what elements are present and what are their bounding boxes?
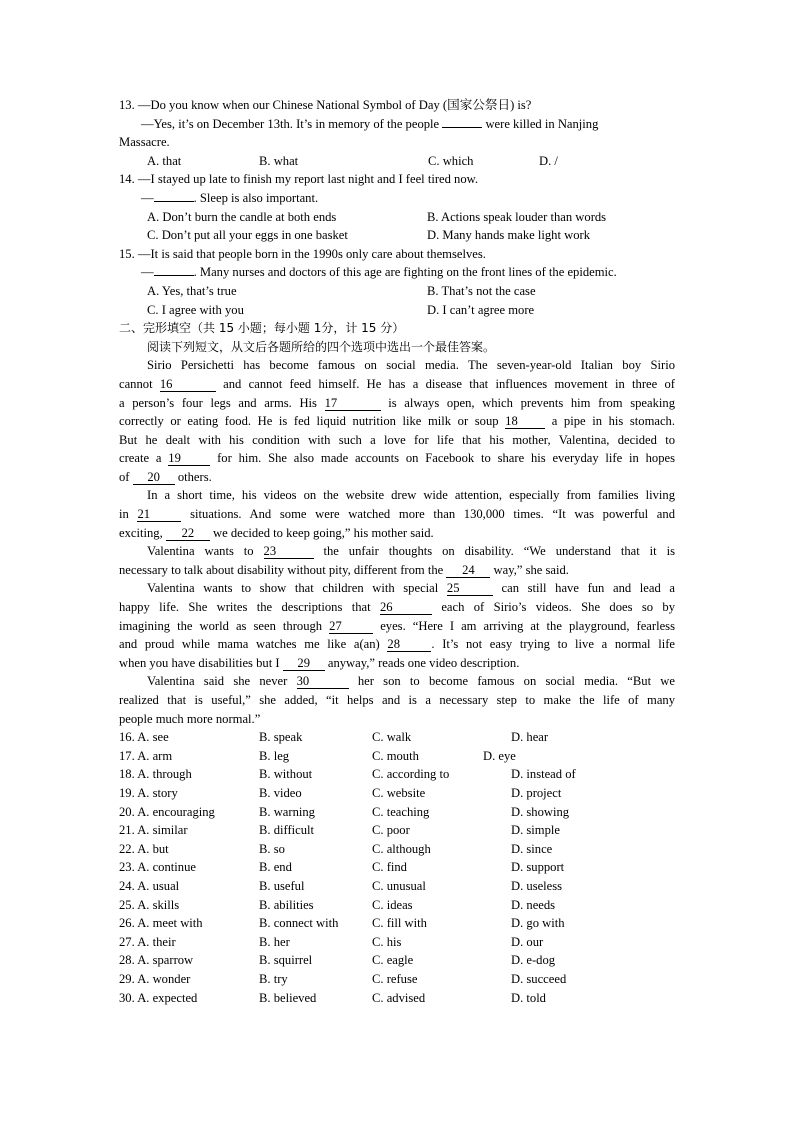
- question-15-line2: [119, 263, 675, 282]
- passage-line: [119, 394, 675, 413]
- question-14-options-row1: [119, 208, 675, 227]
- option-a[interactable]: 20. A. encouraging: [119, 804, 215, 819]
- option-c[interactable]: C. fill with: [372, 916, 427, 931]
- option-a[interactable]: A. Yes, that’s true: [147, 283, 237, 298]
- passage-line: [119, 486, 675, 505]
- passage-text: of: [119, 469, 130, 484]
- option-d[interactable]: D. Many hands make light work: [427, 228, 590, 243]
- option-c[interactable]: C. teaching: [372, 804, 430, 819]
- passage-text: her son to become famous on social media. “But we: [357, 674, 675, 689]
- passage-text: when you have disabilities but I: [119, 655, 280, 670]
- blank-24[interactable]: 24: [446, 563, 490, 578]
- option-c[interactable]: C. eagle: [372, 953, 414, 968]
- answer-row-28: [119, 951, 675, 970]
- option-c[interactable]: C. poor: [372, 823, 410, 838]
- option-b[interactable]: B. end: [259, 860, 292, 875]
- blank-21[interactable]: 21: [137, 507, 181, 522]
- question-text: 15. —It is said that people born in the 1990s only care about themselves.: [119, 246, 486, 261]
- option-a[interactable]: 16. A. see: [119, 730, 169, 745]
- option-c[interactable]: C. website: [372, 785, 426, 800]
- option-b[interactable]: B. speak: [259, 730, 303, 745]
- passage-line: [119, 635, 675, 654]
- question-13-options: [119, 152, 675, 171]
- option-a[interactable]: 27. A. their: [119, 934, 176, 949]
- option-b[interactable]: B. believed: [259, 990, 317, 1005]
- passage-text: for him. She also made accounts on Facebook to share his everyday life in hopes: [217, 451, 675, 466]
- blank-26[interactable]: 26: [380, 600, 432, 615]
- passage-line: [119, 598, 675, 617]
- passage-line: [119, 449, 675, 468]
- option-a[interactable]: 22. A. but: [119, 841, 169, 856]
- option-b[interactable]: B. video: [259, 785, 302, 800]
- passage-text: the unfair thoughts on disability. “We understand that it is: [323, 544, 676, 559]
- question-14-stem: [119, 170, 675, 189]
- exam-page: [119, 96, 675, 1007]
- question-13-line2: [119, 115, 675, 134]
- option-b[interactable]: B. leg: [259, 748, 290, 763]
- option-b[interactable]: B. connect with: [259, 916, 339, 931]
- passage-text: . It’s not easy trying to live a normal life: [431, 637, 675, 652]
- blank-25[interactable]: 25: [447, 581, 493, 596]
- instruction-text: 阅读下列短文，从文后各题所给的四个选项中选出一个最佳答案。: [147, 339, 496, 354]
- answer-row-26: [119, 914, 675, 933]
- passage-line: [119, 672, 675, 691]
- blank-17[interactable]: 17: [325, 396, 381, 411]
- passage-text: eyes. “Here I am arriving at the playground, fearless: [380, 618, 675, 633]
- option-b[interactable]: B. Actions speak louder than words: [427, 209, 607, 224]
- passage-text: exciting,: [119, 525, 163, 540]
- passage-line: [119, 375, 675, 394]
- answer-row-17: [119, 747, 675, 766]
- option-b[interactable]: B. try: [259, 971, 288, 986]
- option-d[interactable]: D. go with: [511, 916, 565, 931]
- passage-text: and cannot feed himself. He has a disease that influences movement in three of: [223, 376, 675, 391]
- passage-text: realized that is useful,” she added, “it helps and is a necessary step to make the life of many: [119, 693, 675, 707]
- option-a[interactable]: 26. A. meet with: [119, 916, 203, 931]
- answer-row-30: [119, 989, 675, 1008]
- option-b[interactable]: B. without: [259, 767, 313, 782]
- option-d[interactable]: D. eye: [483, 748, 516, 763]
- passage-line: [119, 654, 675, 673]
- passage-text: is always open, which prevents him from speaking: [388, 395, 675, 410]
- passage-text: But he dealt with his condition with such a love for life that his mother, Valentina, decided to: [119, 432, 675, 447]
- passage-text: can still have fun and lead a: [501, 581, 675, 596]
- passage-text: In a short time, his videos on the website drew wide attention, especially from families living: [147, 488, 675, 503]
- answer-row-24: [119, 877, 675, 896]
- option-c[interactable]: C. although: [372, 841, 431, 856]
- passage-line: [119, 431, 675, 450]
- question-15-options-row1: [119, 282, 675, 301]
- passage-line: [119, 412, 675, 431]
- answer-row-19: [119, 784, 675, 803]
- question-13-line3: [119, 133, 675, 152]
- option-d[interactable]: D. hear: [511, 730, 549, 745]
- passage-text: create a: [119, 451, 162, 466]
- passage-text: each of Sirio’s videos. She does so by: [441, 600, 675, 615]
- passage-text: in: [119, 507, 129, 522]
- option-b[interactable]: B. useful: [259, 878, 305, 893]
- answer-row-21: [119, 821, 675, 840]
- option-c[interactable]: C. Don’t put all your eggs in one basket: [147, 228, 348, 243]
- section-instruction: [119, 338, 675, 357]
- answer-options: [119, 728, 675, 1007]
- option-d[interactable]: D. support: [511, 860, 565, 875]
- blank-27[interactable]: 27: [329, 619, 373, 634]
- question-15-stem: [119, 245, 675, 264]
- blank-29[interactable]: 29: [283, 656, 325, 671]
- question-text: . Many nurses and doctors of this age are fighting on the front lines of the epidemic.: [193, 265, 617, 280]
- question-15-options-row2: [119, 301, 675, 320]
- answer-row-23: [119, 858, 675, 877]
- passage-line: [119, 505, 675, 524]
- answer-row-29: [119, 970, 675, 989]
- passage-line: [119, 710, 675, 729]
- option-d[interactable]: D. /: [539, 153, 558, 168]
- option-d[interactable]: D. e-dog: [511, 953, 556, 968]
- option-c[interactable]: C. his: [372, 934, 402, 949]
- answer-blank[interactable]: [154, 275, 194, 276]
- option-d[interactable]: D. simple: [511, 823, 560, 838]
- passage-text: correctly or eating food. He is fed liquid nutrition like milk or soup: [119, 414, 499, 429]
- option-c[interactable]: C. walk: [372, 730, 412, 745]
- question-text: Massacre.: [119, 135, 170, 150]
- blank-20[interactable]: 20: [133, 470, 175, 485]
- question-text: were killed in Nanjing: [485, 116, 599, 131]
- passage-text: happy life. She writes the descriptions that: [119, 600, 371, 615]
- passage-text: way,” she said.: [493, 562, 569, 577]
- option-a[interactable]: A. Don’t burn the candle at both ends: [147, 209, 337, 224]
- option-d[interactable]: D. our: [511, 934, 544, 949]
- blank-19[interactable]: 19: [168, 451, 210, 466]
- option-d[interactable]: D. since: [511, 841, 553, 856]
- passage-text: people much more normal.”: [119, 711, 261, 726]
- passage-text: others.: [177, 469, 212, 484]
- blank-18[interactable]: 18: [505, 414, 545, 429]
- passage-line: [119, 617, 675, 636]
- option-c[interactable]: C. unusual: [372, 878, 426, 893]
- passage-line: [119, 542, 675, 561]
- question-13-stem: [119, 96, 675, 115]
- option-a[interactable]: 23. A. continue: [119, 860, 196, 875]
- passage-line: [119, 524, 675, 543]
- blank-16[interactable]: 16: [160, 377, 216, 392]
- blank-23[interactable]: 23: [264, 544, 314, 559]
- option-d[interactable]: D. needs: [511, 897, 556, 912]
- passage-text: Valentina wants to: [147, 544, 254, 559]
- option-d[interactable]: D. project: [511, 785, 562, 800]
- option-b[interactable]: B. abilities: [259, 897, 314, 912]
- blank-30[interactable]: 30: [297, 674, 349, 689]
- option-c[interactable]: C. which: [428, 153, 474, 168]
- answer-row-20: [119, 803, 675, 822]
- option-c[interactable]: C. mouth: [372, 748, 419, 763]
- option-a[interactable]: 18. A. through: [119, 767, 192, 782]
- answer-blank[interactable]: [154, 201, 194, 202]
- answer-row-22: [119, 840, 675, 859]
- passage-text: anyway,” reads one video description.: [327, 655, 520, 670]
- option-b[interactable]: B. squirrel: [259, 953, 313, 968]
- question-text: —: [141, 190, 154, 205]
- passage-line: [119, 579, 675, 598]
- section-heading: [119, 319, 675, 338]
- option-a[interactable]: 21. A. similar: [119, 823, 188, 838]
- passage-text: Valentina wants to show that children with special: [147, 581, 439, 596]
- option-d[interactable]: D. instead of: [511, 767, 576, 782]
- question-14-options-row2: [119, 226, 675, 245]
- passage-text: cannot: [119, 376, 153, 391]
- passage-text: we decided to keep going,” his mother said.: [213, 525, 434, 540]
- option-a[interactable]: A. that: [147, 153, 182, 168]
- blank-28[interactable]: 28: [387, 637, 431, 652]
- passage-text: situations. And some were watched more than 130,000 times. “It was powerful and: [190, 507, 675, 522]
- passage-text: Valentina said she never: [147, 674, 288, 689]
- option-a[interactable]: 28. A. sparrow: [119, 953, 194, 968]
- option-a[interactable]: 19. A. story: [119, 785, 178, 800]
- option-b[interactable]: B. That’s not the case: [427, 283, 536, 298]
- option-a[interactable]: 24. A. usual: [119, 878, 180, 893]
- question-text: —Yes, it’s on December 13th. It’s in memory of the people: [141, 116, 440, 131]
- section-title: 二、完形填空（共 15 小题；每小题 1分，计 15 分）: [119, 321, 405, 336]
- passage-text: Sirio Persichetti has become famous on social media. The seven-year-old Italian boy Sirio: [147, 358, 675, 373]
- question-text: —: [141, 265, 154, 280]
- option-a[interactable]: 29. A. wonder: [119, 971, 191, 986]
- passage-line: [119, 691, 675, 710]
- option-b[interactable]: B. what: [259, 153, 299, 168]
- answer-blank[interactable]: [442, 127, 482, 128]
- option-b[interactable]: B. warning: [259, 804, 315, 819]
- option-d[interactable]: D. I can’t agree more: [427, 302, 535, 317]
- question-text: 13. —Do you know when our Chinese National Symbol of Day (国家公祭日) is?: [119, 98, 532, 112]
- option-b[interactable]: B. her: [259, 934, 290, 949]
- passage-text: a pipe in his stomach.: [551, 414, 675, 429]
- option-b[interactable]: B. difficult: [259, 823, 315, 838]
- passage-text: imagining the world as seen through: [119, 618, 323, 633]
- answer-row-27: [119, 933, 675, 952]
- passage-text: necessary to talk about disability without pity, different from the: [119, 562, 444, 577]
- option-d[interactable]: D. succeed: [511, 971, 567, 986]
- option-d[interactable]: D. told: [511, 990, 546, 1005]
- passage-line: [119, 356, 675, 375]
- option-c[interactable]: C. advised: [372, 990, 426, 1005]
- option-c[interactable]: C. ideas: [372, 897, 413, 912]
- option-a[interactable]: 25. A. skills: [119, 897, 180, 912]
- option-d[interactable]: D. useless: [511, 878, 563, 893]
- option-a[interactable]: 17. A. arm: [119, 748, 173, 763]
- option-d[interactable]: D. showing: [511, 804, 570, 819]
- passage-text: and proud while mama watches me like a(an): [119, 637, 380, 652]
- option-b[interactable]: B. so: [259, 841, 285, 856]
- passage-text: a person’s four legs and arms. His: [119, 395, 317, 410]
- option-c[interactable]: C. refuse: [372, 971, 418, 986]
- option-c[interactable]: C. according to: [372, 767, 450, 782]
- option-c[interactable]: C. find: [372, 860, 407, 875]
- blank-22[interactable]: 22: [166, 526, 210, 541]
- answer-row-16: [119, 728, 675, 747]
- question-text: . Sleep is also important.: [193, 190, 319, 205]
- question-text: 14. —I stayed up late to finish my report last night and I feel tired now.: [119, 172, 479, 187]
- passage-line: [119, 561, 675, 580]
- question-14-line2: [119, 189, 675, 208]
- answer-row-25: [119, 896, 675, 915]
- passage-line: [119, 468, 675, 487]
- option-a[interactable]: 30. A. expected: [119, 990, 198, 1005]
- option-c[interactable]: C. I agree with you: [147, 302, 244, 317]
- answer-row-18: [119, 765, 675, 784]
